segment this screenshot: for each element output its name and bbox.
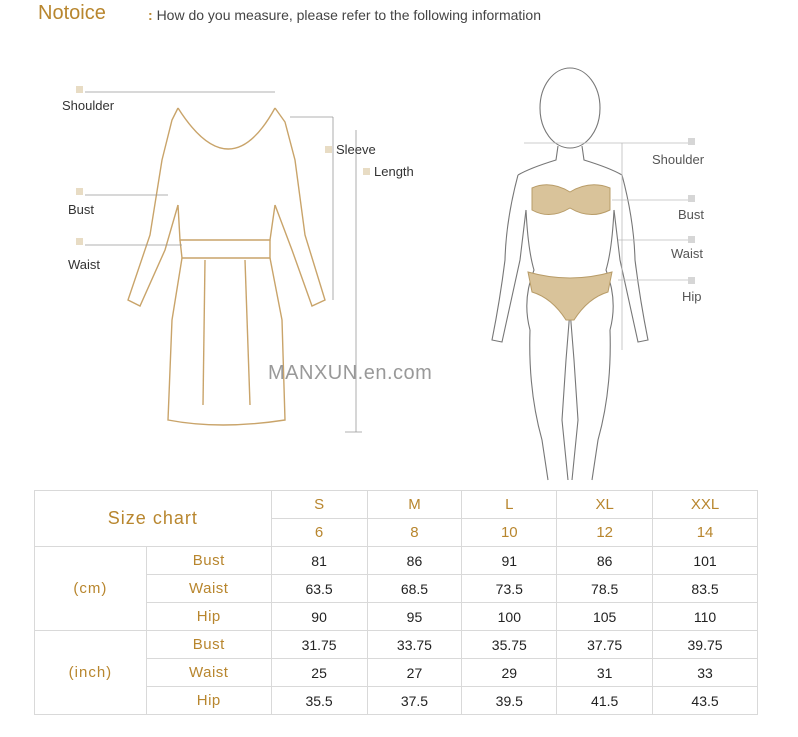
value-cell: 39.75	[653, 631, 758, 659]
value-cell: 105	[557, 603, 653, 631]
number-cell: 6	[271, 519, 367, 547]
body-label-shoulder: Shoulder	[652, 152, 705, 167]
value-cell: 95	[367, 603, 462, 631]
shoulder-marker	[76, 86, 83, 93]
page-title: Notoice	[38, 2, 106, 24]
body-hip-marker	[688, 277, 695, 284]
value-cell: 91	[462, 547, 557, 575]
watermark: MANXUN.en.com	[268, 362, 433, 384]
value-cell: 33	[653, 659, 758, 687]
body-illustration	[470, 60, 770, 500]
bust-marker	[76, 188, 83, 195]
value-cell: 81	[271, 547, 367, 575]
number-cell: 14	[653, 519, 758, 547]
value-cell: 73.5	[462, 575, 557, 603]
body-waist-marker	[688, 236, 695, 243]
value-cell: 27	[367, 659, 462, 687]
value-cell: 37.75	[557, 631, 653, 659]
value-cell: 37.5	[367, 687, 462, 715]
measure-label: Waist	[146, 575, 271, 603]
measure-label: Waist	[146, 659, 271, 687]
value-cell: 39.5	[462, 687, 557, 715]
value-cell: 35.5	[271, 687, 367, 715]
value-cell: 43.5	[653, 687, 758, 715]
dress-label-sleeve: Sleeve	[336, 142, 376, 157]
body-shoulder-marker	[688, 138, 695, 145]
value-cell: 31	[557, 659, 653, 687]
value-cell: 25	[271, 659, 367, 687]
note-text: How do you measure, please refer to the following information	[156, 7, 541, 23]
value-cell: 100	[462, 603, 557, 631]
body-bust-marker	[688, 195, 695, 202]
value-cell: 86	[557, 547, 653, 575]
value-cell: 41.5	[557, 687, 653, 715]
measure-label: Bust	[146, 547, 271, 575]
value-cell: 33.75	[367, 631, 462, 659]
sleeve-marker	[325, 146, 332, 153]
value-cell: 63.5	[271, 575, 367, 603]
number-cell: 10	[462, 519, 557, 547]
size-chart-table	[34, 490, 758, 715]
note-bullet: :	[148, 7, 153, 23]
dress-label-shoulder: Shoulder	[62, 98, 115, 113]
dress-label-length: Length	[374, 164, 414, 179]
size-chart-title: Size chart	[35, 491, 272, 547]
body-label-hip: Hip	[682, 289, 702, 304]
value-cell: 101	[653, 547, 758, 575]
length-marker	[363, 168, 370, 175]
size-cell: M	[367, 491, 462, 519]
size-cell: XXL	[653, 491, 758, 519]
value-cell: 35.75	[462, 631, 557, 659]
number-cell: 8	[367, 519, 462, 547]
body-label-bust: Bust	[678, 207, 705, 222]
value-cell: 110	[653, 603, 758, 631]
size-cell: XL	[557, 491, 653, 519]
measure-label: Hip	[146, 687, 271, 715]
value-cell: 68.5	[367, 575, 462, 603]
unit-cell-cm: (cm)	[35, 547, 147, 631]
table-row	[35, 631, 758, 659]
size-row	[35, 491, 758, 519]
value-cell: 78.5	[557, 575, 653, 603]
unit-cell-inch: (inch)	[35, 631, 147, 715]
dress-label-waist: Waist	[68, 257, 101, 272]
measure-label: Hip	[146, 603, 271, 631]
number-cell: 12	[557, 519, 653, 547]
dress-label-bust: Bust	[68, 202, 95, 217]
value-cell: 86	[367, 547, 462, 575]
value-cell: 90	[271, 603, 367, 631]
value-cell: 29	[462, 659, 557, 687]
value-cell: 31.75	[271, 631, 367, 659]
measure-label: Bust	[146, 631, 271, 659]
waist-marker	[76, 238, 83, 245]
table-row	[35, 547, 758, 575]
size-cell: S	[271, 491, 367, 519]
value-cell: 83.5	[653, 575, 758, 603]
body-label-waist: Waist	[671, 246, 704, 261]
size-cell: L	[462, 491, 557, 519]
